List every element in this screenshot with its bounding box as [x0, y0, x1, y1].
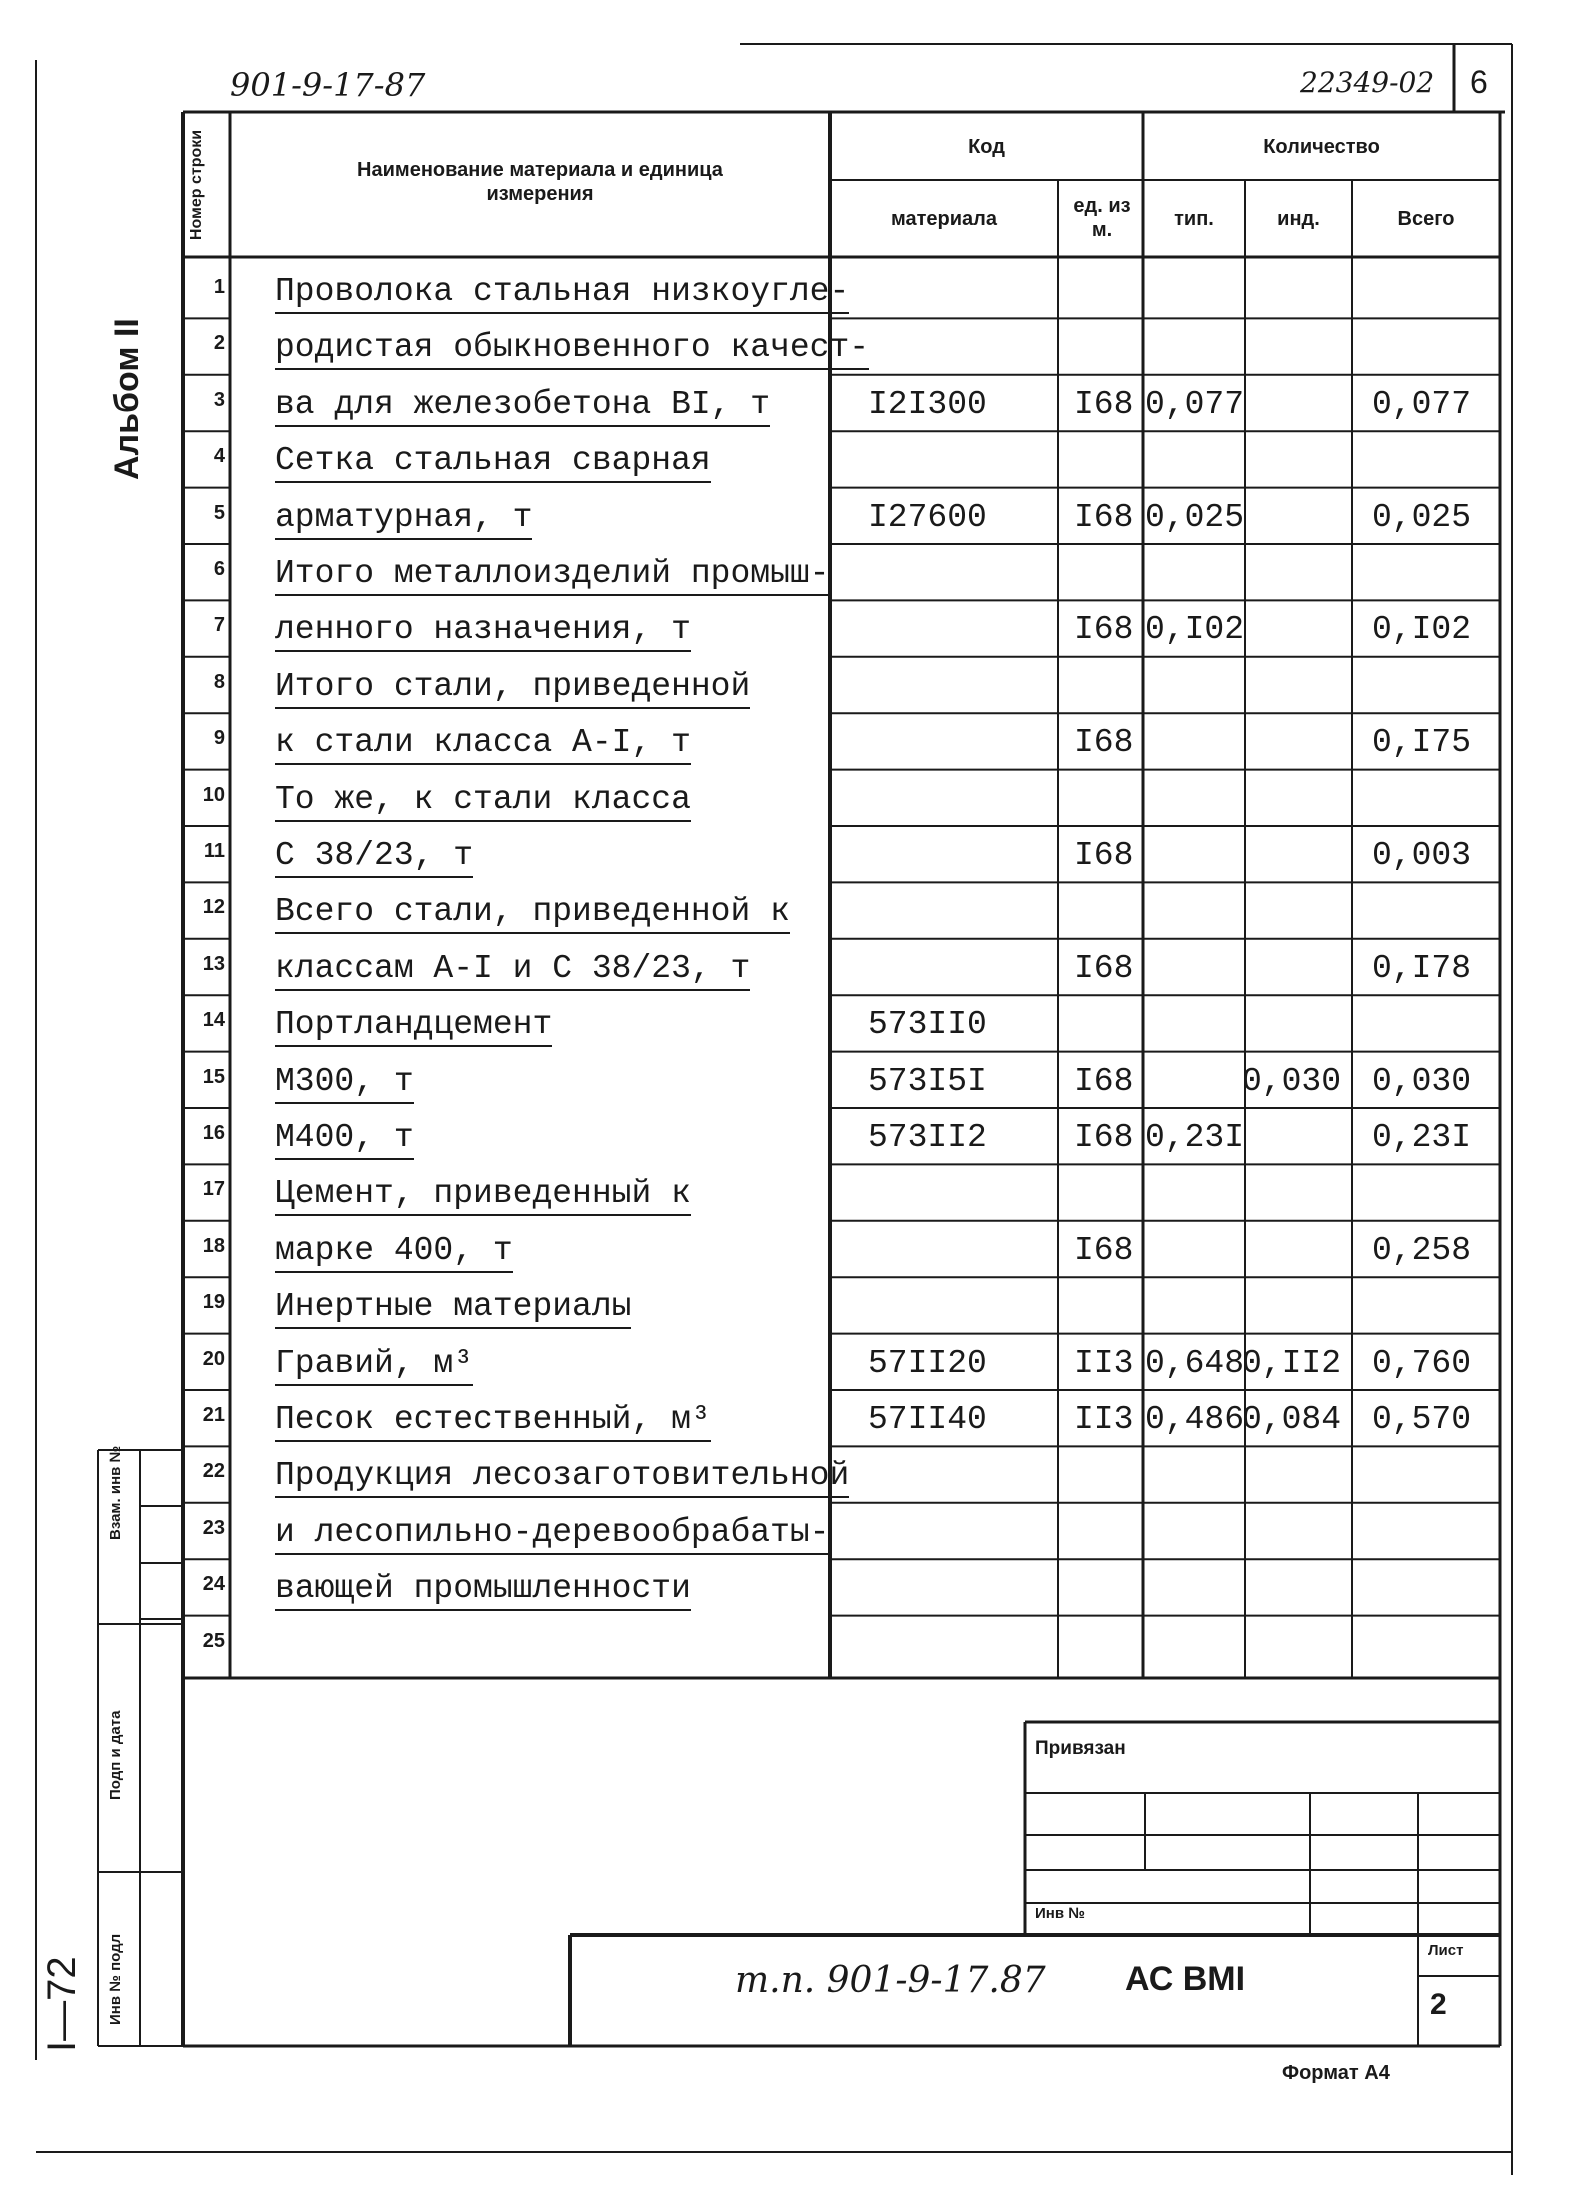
row-number: 24 — [202, 1573, 225, 1596]
header-row-number: Номер строки — [188, 129, 205, 241]
page-number: 6 — [1470, 64, 1488, 100]
cell-code: 573I5I — [868, 1062, 987, 1100]
cell-total: 0,025 — [1372, 498, 1472, 536]
row-number: 8 — [213, 670, 225, 693]
cell-typ: 0,648 — [1145, 1344, 1245, 1382]
cell-name: С 38/23, т — [275, 836, 473, 878]
row-number: 5 — [213, 501, 225, 524]
cell-unit: I68 — [1074, 1231, 1134, 1269]
cell-typ: 0,077 — [1145, 385, 1245, 423]
cell-unit: I68 — [1074, 611, 1134, 649]
header-individual: инд. — [1277, 208, 1320, 230]
cell-name: к стали класса А-I, т — [275, 723, 691, 765]
row-number: 17 — [202, 1178, 225, 1201]
cell-unit: I68 — [1074, 837, 1134, 874]
cell-code: 573II0 — [868, 1006, 987, 1044]
cell-unit: II3 — [1074, 1344, 1134, 1382]
cell-name: Портландцемент — [275, 1005, 552, 1047]
stamp-list-label: Лист — [1428, 1942, 1464, 1959]
cell-code: 573II2 — [868, 1119, 987, 1156]
cell-ind: 0,II2 — [1242, 1344, 1342, 1382]
cell-unit: I68 — [1074, 949, 1134, 987]
cell-unit: II3 — [1074, 1401, 1134, 1438]
cell-ind: 0,030 — [1242, 1062, 1342, 1100]
cell-name: Проволока стальная низкоугле- — [275, 272, 849, 314]
cell-name: Сетка стальная сварная — [275, 441, 711, 483]
cell-name: Итого стали, приведенной — [275, 667, 750, 709]
cell-name: марке 400, т — [275, 1231, 513, 1273]
row-number: 19 — [202, 1291, 225, 1314]
cell-code: I2I300 — [868, 385, 987, 423]
cell-name: ва для железобетона BI, т — [275, 385, 770, 427]
cell-typ: 0,23I — [1145, 1119, 1245, 1156]
header-total: Всего — [1397, 208, 1455, 230]
cell-total: 0,077 — [1372, 385, 1472, 423]
stamp-inv-podl: Инв № подл — [107, 1933, 124, 2025]
row-number: 6 — [213, 558, 225, 580]
row-number: 14 — [202, 1009, 225, 1032]
cell-total: 0,I02 — [1372, 611, 1472, 649]
row-number: 15 — [202, 1065, 225, 1088]
cell-name: Итого металлоизделий промыш- — [275, 554, 830, 596]
cell-name: ленного назначения, т — [275, 610, 691, 652]
cell-name: М300, т — [275, 1062, 414, 1104]
header-code: Код — [968, 136, 1005, 158]
cell-name: М400, т — [275, 1118, 414, 1160]
stamp-inv-no: Инв № — [1035, 1905, 1085, 1922]
row-number: 9 — [213, 727, 225, 750]
cell-code: I27600 — [868, 498, 987, 536]
cell-unit: I68 — [1074, 724, 1134, 762]
cell-name: родистая обыкновенного качест- — [275, 328, 869, 370]
stamp-title: т.п. 901-9-17.87 — [735, 1960, 1046, 2001]
header-material-code: материала — [890, 208, 998, 230]
row-number: 1 — [213, 276, 225, 298]
stamp-code: АС ВМI — [1125, 1960, 1246, 1998]
row-number: 2 — [213, 332, 225, 355]
cell-typ: 0,I02 — [1145, 611, 1245, 649]
cell-name: вающей промышленности — [275, 1569, 691, 1611]
cell-name: То же, к стали класса — [275, 780, 691, 822]
stamp-podp-data: Подп и дата — [107, 1710, 124, 1800]
row-number: 20 — [202, 1347, 225, 1370]
cell-unit: I68 — [1074, 1062, 1134, 1100]
cell-name: и лесопильно-деревообрабаты- — [275, 1513, 830, 1555]
stamp-vzam-inv: Взам. инв № — [107, 1445, 124, 1540]
stamp-privyazan: Привязан — [1035, 1738, 1126, 1759]
cell-name: Гравий, м³ — [275, 1344, 473, 1386]
stamp-list-number: 2 — [1430, 1988, 1447, 2021]
cell-code: 57II40 — [868, 1401, 987, 1438]
row-number: 22 — [202, 1460, 225, 1483]
cell-total: 0,030 — [1372, 1062, 1472, 1100]
row-number: 23 — [202, 1516, 225, 1539]
cell-name: Продукция лесозаготовительной — [275, 1456, 849, 1498]
cell-name: Песок естественный, м³ — [275, 1400, 711, 1442]
row-number: 13 — [202, 952, 225, 975]
cell-name: классам А-I и С 38/23, т — [275, 949, 750, 991]
cell-name: арматурная, т — [275, 498, 532, 540]
row-number: 7 — [213, 614, 225, 637]
sheet-code: 22349-02 — [1300, 66, 1435, 99]
cell-total: 0,I75 — [1372, 724, 1472, 762]
row-number: 11 — [203, 840, 225, 862]
cell-unit: I68 — [1074, 385, 1134, 423]
cell-typ: 0,025 — [1145, 498, 1245, 536]
cell-typ: 0,486 — [1145, 1401, 1245, 1438]
cell-ind: 0,084 — [1242, 1401, 1342, 1438]
margin-mark: I—72 — [40, 1956, 84, 2052]
row-number: 25 — [202, 1629, 225, 1652]
row-number: 16 — [202, 1122, 225, 1144]
cell-code: 57II20 — [868, 1344, 987, 1382]
row-number: 12 — [202, 896, 225, 919]
row-number: 4 — [213, 445, 225, 468]
row-number: 3 — [213, 388, 225, 411]
cell-name: Инертные материалы — [275, 1287, 631, 1329]
cell-name: Цемент, приведенный к — [275, 1174, 691, 1216]
header-quantity: Количество — [1263, 136, 1380, 158]
doc-code: 901-9-17-87 — [230, 66, 426, 104]
cell-unit: I68 — [1074, 498, 1134, 536]
album-label: Альбом II — [108, 318, 146, 480]
cell-total: 0,23I — [1372, 1119, 1472, 1156]
row-number: 18 — [202, 1234, 225, 1257]
cell-total: 0,760 — [1372, 1344, 1472, 1382]
row-number: 10 — [202, 783, 225, 806]
header-type: тип. — [1174, 208, 1214, 230]
cell-total: 0,003 — [1372, 837, 1472, 874]
cell-total: 0,I78 — [1372, 949, 1472, 987]
header-material-name: Наименование материала и единица измерения — [357, 159, 723, 205]
format-label: Формат А4 — [1282, 2062, 1390, 2084]
row-number: 21 — [202, 1404, 225, 1426]
header-unit: ед. из м. — [1073, 195, 1131, 241]
cell-total: 0,258 — [1372, 1231, 1472, 1269]
cell-total: 0,570 — [1372, 1401, 1472, 1438]
cell-unit: I68 — [1074, 1119, 1134, 1156]
cell-name: Всего стали, приведенной к — [275, 892, 790, 934]
